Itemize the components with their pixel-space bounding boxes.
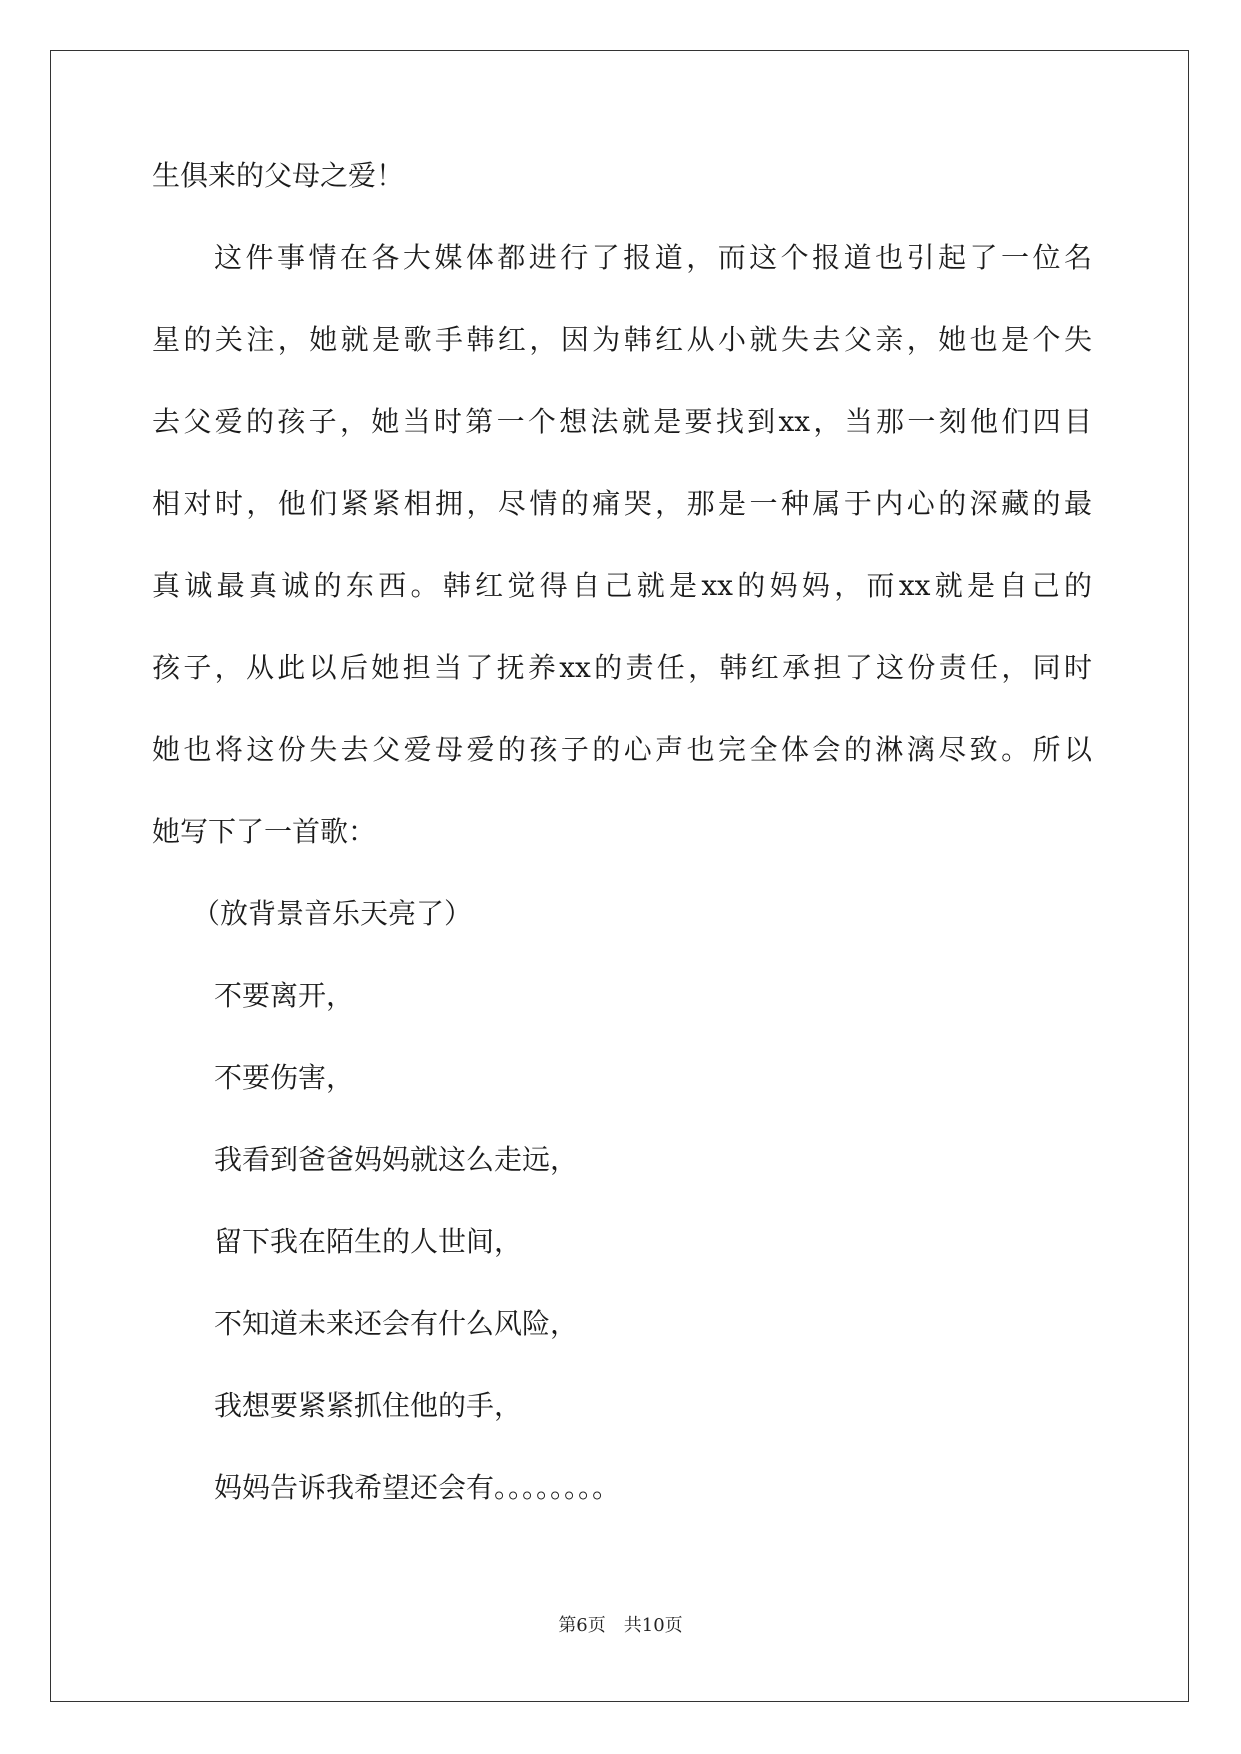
paragraph-line: 真诚最真诚的东西。韩红觉得自己就是xx的妈妈，而xx就是自己的 (152, 569, 1092, 602)
lyric-line: 我想要紧紧抓住他的手， (214, 1389, 523, 1422)
lyric-line: 不要离开， (214, 979, 355, 1012)
lyric-line: 不要伤害， (214, 1061, 355, 1094)
paragraph-line: 孩子，从此以后她担当了抚养xx的责任，韩红承担了这份责任，同时 (152, 651, 1092, 684)
lyric-line: 我看到爸爸妈妈就这么走远， (214, 1143, 579, 1176)
paragraph-line: 她写下了一首歌： (152, 815, 377, 848)
document-body (152, 159, 1092, 1556)
lyric-line: 留下我在陌生的人世间， (214, 1225, 523, 1258)
lyric-line: 不知道未来还会有什么风险， (214, 1307, 579, 1340)
paragraph-line: 这件事情在各大媒体都进行了报道，而这个报道也引起了一位名 (214, 241, 1092, 274)
paragraph-line: 生俱来的父母之爱！ (152, 159, 405, 192)
lyric-line: 妈妈告诉我希望还会有。。。。。。。。 (214, 1471, 621, 1504)
paragraph-line: 星的关注，她就是歌手韩红，因为韩红从小就失去父亲，她也是个失 (152, 323, 1092, 356)
paragraph-line: 相对时，他们紧紧相拥，尽情的痛哭，那是一种属于内心的深藏的最 (152, 487, 1092, 520)
paragraph-line: 她也将这份失去父爱母爱的孩子的心声也完全体会的淋漓尽致。所以 (152, 733, 1092, 766)
paragraph-line: 去父爱的孩子，她当时第一个想法就是要找到xx，当那一刻他们四目 (152, 405, 1092, 438)
page-number: 第6页 共10页 (558, 1615, 683, 1636)
song-note: （放背景音乐天亮了） (192, 897, 473, 930)
